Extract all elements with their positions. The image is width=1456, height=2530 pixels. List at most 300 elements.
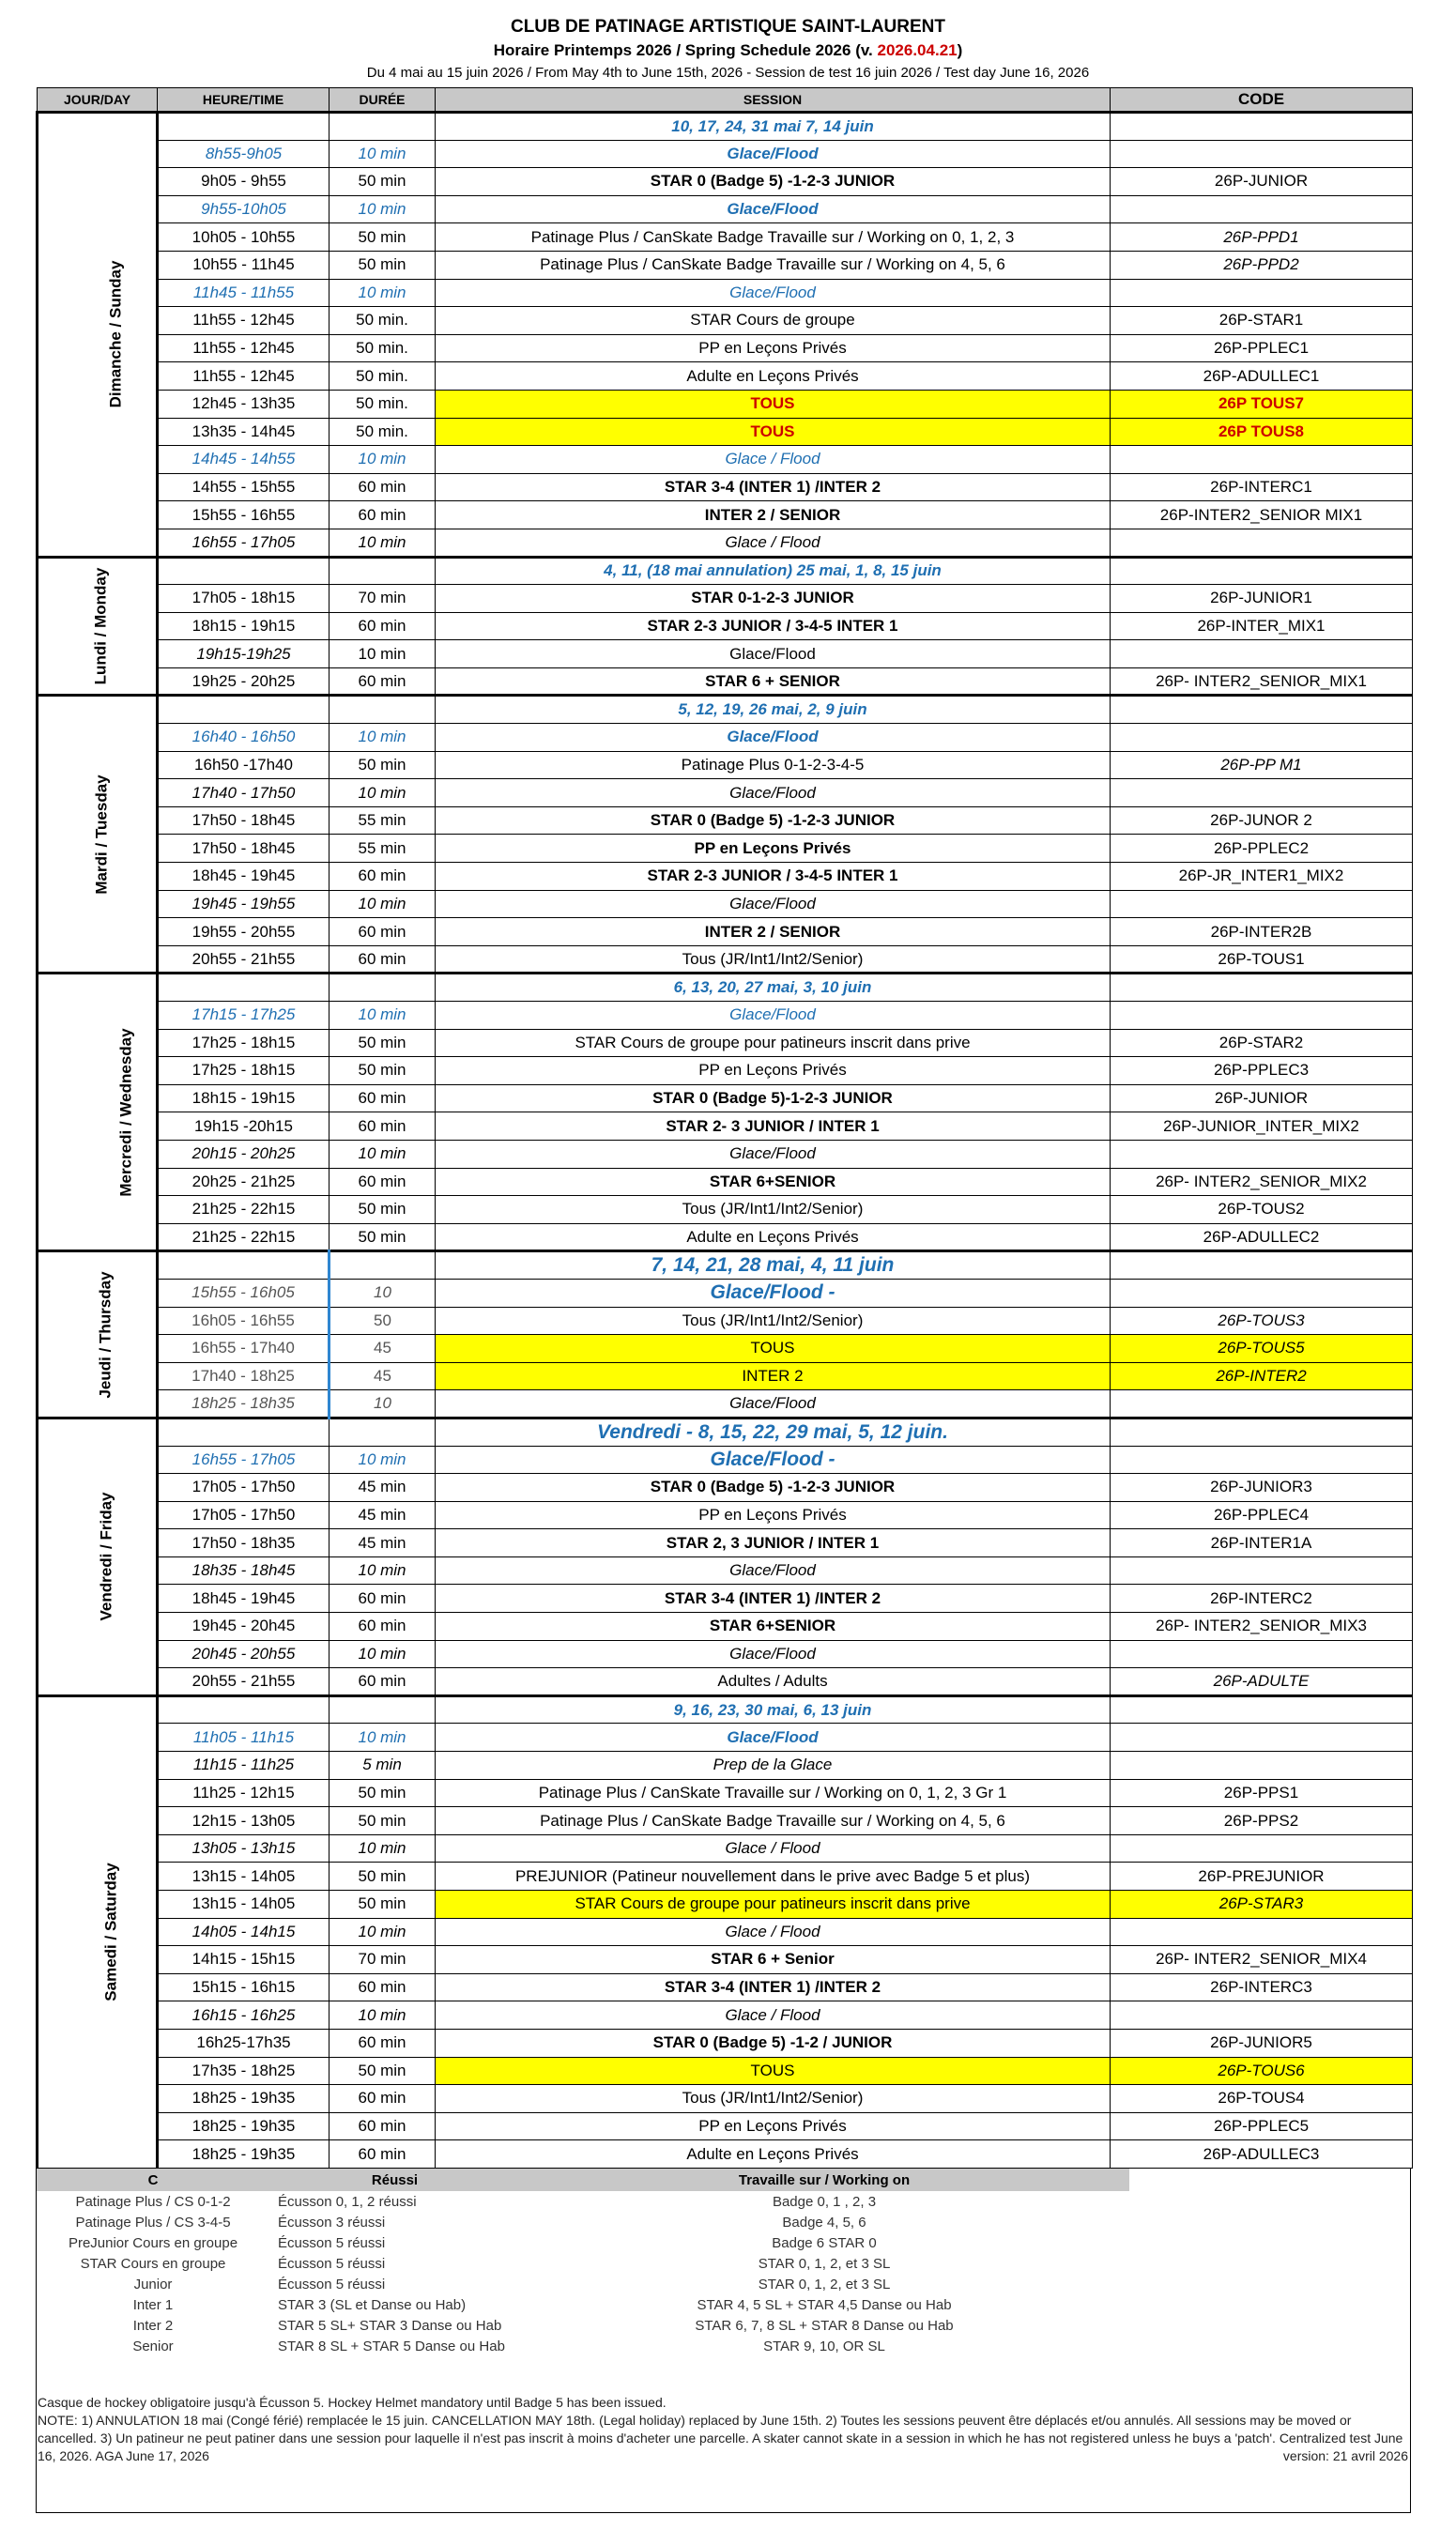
session-name: STAR 3-4 (INTER 1) /INTER 2 [436, 473, 1111, 501]
day-dates-row [38, 113, 1413, 141]
session-duration: 70 min [330, 1946, 436, 1974]
table-row [38, 863, 1413, 891]
session-time: 10h55 - 11h45 [158, 251, 330, 279]
legend-working: STAR 0, 1, 2, et 3 SL [758, 2255, 891, 2272]
session-time: 17h50 - 18h45 [158, 835, 330, 863]
table-row [38, 307, 1413, 335]
session-time: 15h15 - 16h15 [158, 1973, 330, 2001]
session-name: STAR 6+SENIOR [436, 1168, 1111, 1196]
session-name: Tous (JR/Int1/Int2/Senior) [436, 1307, 1111, 1335]
session-code: 26P-JUNIOR [1111, 1084, 1413, 1112]
table-row [38, 1390, 1413, 1418]
legend-working: Badge 0, 1 , 2, 3 [772, 2193, 877, 2210]
session-name: Prep de la Glace [436, 1752, 1111, 1780]
table-row [38, 2112, 1413, 2140]
session-time: 18h45 - 19h45 [158, 863, 330, 891]
table-row [38, 195, 1413, 223]
table-row [38, 140, 1413, 168]
session-duration: 60 min [330, 2112, 436, 2140]
session-code [1111, 1390, 1413, 1418]
session-code [1111, 1140, 1413, 1168]
table-row [38, 1946, 1413, 1974]
session-time: 16h15 - 16h25 [158, 2001, 330, 2030]
helmet-note: Casque de hockey obligatoire jusqu'à Écusson 5. Hockey Helmet mandatory until Badge 5 has been issued. [38, 2395, 667, 2410]
session-code: 26P-PPLEC2 [1111, 835, 1413, 863]
session-name: STAR 2-3 JUNIOR / 3-4-5 INTER 1 [436, 612, 1111, 640]
col-session: SESSION [436, 88, 1111, 113]
legend-row [36, 2315, 1411, 2336]
session-name: Patinage Plus / CanSkate Badge Travaille sur / Working on 0, 1, 2, 3 [436, 223, 1111, 252]
session-duration: 10 min [330, 2001, 436, 2030]
legend-row [36, 2274, 1411, 2294]
legend-reussi: Écusson 5 réussi [278, 2255, 386, 2272]
session-time: 15h55 - 16h05 [158, 1279, 330, 1307]
session-code: 26P-TOUS3 [1111, 1307, 1413, 1335]
session-duration: 10 [330, 1279, 436, 1307]
session-duration: 50 min [330, 168, 436, 196]
session-duration: 10 min [330, 779, 436, 807]
session-code: 26P-INTERC2 [1111, 1585, 1413, 1613]
session-duration: 55 min [330, 806, 436, 835]
session-duration: 60 min [330, 863, 436, 891]
session-time: 16h55 - 17h05 [158, 529, 330, 557]
day-dates: 7, 14, 21, 28 mai, 4, 11 juin [436, 1251, 1111, 1280]
session-code: 26P-TOUS2 [1111, 1196, 1413, 1224]
session-name: Patinage Plus 0-1-2-3-4-5 [436, 751, 1111, 779]
session-name: INTER 2 / SENIOR [436, 918, 1111, 946]
session-duration: 60 min [330, 1585, 436, 1613]
session-duration: 45 [330, 1335, 436, 1363]
session-duration: 50 [330, 1307, 436, 1335]
session-code [1111, 1556, 1413, 1585]
session-time: 17h40 - 18h25 [158, 1362, 330, 1390]
session-code [1111, 1834, 1413, 1863]
day-dates-row [38, 974, 1413, 1002]
session-time: 14h15 - 15h15 [158, 1946, 330, 1974]
session-time: 14h45 - 14h55 [158, 446, 330, 474]
session-name: STAR 2- 3 JUNIOR / INTER 1 [436, 1112, 1111, 1141]
table-row [38, 2029, 1413, 2057]
table-row [38, 1112, 1413, 1141]
session-code: 26P-PPD2 [1111, 251, 1413, 279]
session-name: Glace / Flood [436, 529, 1111, 557]
session-name: Glace/Flood [436, 724, 1111, 752]
session-code [1111, 890, 1413, 918]
session-code: 26P-ADULLEC2 [1111, 1223, 1413, 1251]
table-row [38, 529, 1413, 557]
table-header-row [38, 88, 1413, 113]
session-code [1111, 529, 1413, 557]
session-duration: 10 min [330, 140, 436, 168]
session-code [1111, 1752, 1413, 1780]
session-code: 26P-JUNIOR [1111, 168, 1413, 196]
session-duration: 50 min [330, 1029, 436, 1057]
legend-reussi: STAR 8 SL + STAR 5 Danse ou Hab [278, 2338, 505, 2354]
session-name: STAR 0 (Badge 5) -1-2-3 JUNIOR [436, 168, 1111, 196]
session-duration: 10 min [330, 446, 436, 474]
table-row [38, 446, 1413, 474]
session-duration: 10 min [330, 1918, 436, 1946]
legend-category: Inter 1 [132, 2296, 174, 2313]
session-duration: 10 min [330, 195, 436, 223]
session-name: Tous (JR/Int1/Int2/Senior) [436, 945, 1111, 974]
day-dates-row [38, 1695, 1413, 1724]
table-row [38, 2001, 1413, 2030]
session-time: 11h45 - 11h55 [158, 279, 330, 307]
session-code: 26P-JUNIOR1 [1111, 585, 1413, 613]
legend-working: STAR 4, 5 SL + STAR 4,5 Danse ou Hab [697, 2296, 952, 2313]
session-duration: 50 min [330, 223, 436, 252]
day-dates: 4, 11, (18 mai annulation) 25 mai, 1, 8, 15 juin [436, 557, 1111, 585]
session-name: STAR Cours de groupe pour patineurs inscrit dans prive [436, 1029, 1111, 1057]
table-row [38, 1474, 1413, 1502]
schedule-dates-line: Du 4 mai au 15 juin 2026 / From May 4th to June 15th, 2026 - Session de test 16 juin 2026 / Test day June 16, 2026 [366, 65, 1090, 81]
session-time: 19h45 - 19h55 [158, 890, 330, 918]
session-time: 21h25 - 22h15 [158, 1223, 330, 1251]
session-time: 13h15 - 14h05 [158, 1891, 330, 1919]
table-row [38, 1807, 1413, 1835]
session-code: 26P TOUS8 [1111, 418, 1413, 446]
session-time: 12h45 - 13h35 [158, 390, 330, 418]
session-duration: 10 [330, 1390, 436, 1418]
table-row [38, 1002, 1413, 1030]
table-row [38, 1640, 1413, 1668]
session-duration: 60 min [330, 945, 436, 974]
session-duration: 60 min [330, 2029, 436, 2057]
legend-category: Junior [133, 2276, 173, 2292]
session-duration: 10 min [330, 1834, 436, 1863]
legend-row [36, 2336, 1411, 2356]
day-dates: 9, 16, 23, 30 mai, 6, 13 juin [436, 1695, 1111, 1724]
session-duration: 50 min [330, 1223, 436, 1251]
table-row [38, 585, 1413, 613]
session-name: Glace/Flood [436, 640, 1111, 668]
day-label: Vendredi / Friday [38, 1418, 158, 1695]
session-duration: 60 min [330, 1613, 436, 1641]
session-time: 17h35 - 18h25 [158, 2057, 330, 2085]
session-duration: 50 min [330, 1779, 436, 1807]
session-code: 26P-PPS2 [1111, 1807, 1413, 1835]
session-code [1111, 640, 1413, 668]
session-duration: 50 min [330, 1863, 436, 1891]
version-number: 2026.04.21 [877, 41, 958, 59]
table-row [38, 1613, 1413, 1641]
legend-row [36, 2253, 1411, 2274]
session-duration: 45 min [330, 1529, 436, 1557]
table-row [38, 1335, 1413, 1363]
table-row [38, 501, 1413, 529]
session-duration: 50 min. [330, 307, 436, 335]
session-code: 26P-INTERC3 [1111, 1973, 1413, 2001]
table-row [38, 168, 1413, 196]
session-duration: 5 min [330, 1752, 436, 1780]
session-time: 17h05 - 18h15 [158, 585, 330, 613]
session-time: 15h55 - 16h55 [158, 501, 330, 529]
session-code: 26P-TOUS6 [1111, 2057, 1413, 2085]
session-name: Glace/Flood [436, 1724, 1111, 1752]
session-code [1111, 279, 1413, 307]
session-name: Glace/Flood [436, 195, 1111, 223]
legend-working: Badge 4, 5, 6 [782, 2214, 866, 2231]
session-name: PP en Leçons Privés [436, 1057, 1111, 1085]
session-duration: 70 min [330, 585, 436, 613]
session-name: Adulte en Leçons Privés [436, 1223, 1111, 1251]
session-time: 11h25 - 12h15 [158, 1779, 330, 1807]
session-duration: 60 min [330, 1668, 436, 1696]
table-row [38, 835, 1413, 863]
legend-table [36, 2169, 1411, 2356]
session-name: TOUS [436, 390, 1111, 418]
session-duration: 60 min [330, 2085, 436, 2113]
session-time: 16h55 - 17h40 [158, 1335, 330, 1363]
legend-row [36, 2191, 1411, 2212]
session-duration: 50 min [330, 1196, 436, 1224]
session-time: 9h05 - 9h55 [158, 168, 330, 196]
session-time: 18h15 - 19h15 [158, 1084, 330, 1112]
session-code [1111, 1446, 1413, 1474]
day-dates-row [38, 1251, 1413, 1280]
session-time: 17h25 - 18h15 [158, 1057, 330, 1085]
table-row [38, 1223, 1413, 1251]
table-row [38, 806, 1413, 835]
session-code [1111, 195, 1413, 223]
session-name: PP en Leçons Privés [436, 1501, 1111, 1529]
table-row [38, 667, 1413, 696]
session-duration: 60 min [330, 918, 436, 946]
session-name: Glace/Flood - [436, 1279, 1111, 1307]
session-time: 13h35 - 14h45 [158, 418, 330, 446]
session-name: STAR 6 + SENIOR [436, 667, 1111, 696]
session-time: 17h15 - 17h25 [158, 1002, 330, 1030]
session-duration: 10 min [330, 640, 436, 668]
session-name: STAR 0 (Badge 5) -1-2-3 JUNIOR [436, 1474, 1111, 1502]
session-name: Glace/Flood [436, 1002, 1111, 1030]
session-time: 16h40 - 16h50 [158, 724, 330, 752]
table-row [38, 640, 1413, 668]
session-time: 13h05 - 13h15 [158, 1834, 330, 1863]
table-row [38, 1863, 1413, 1891]
table-row [38, 1140, 1413, 1168]
session-name: STAR 2, 3 JUNIOR / INTER 1 [436, 1529, 1111, 1557]
session-duration: 10 min [330, 279, 436, 307]
session-code: 26P-ADULTE [1111, 1668, 1413, 1696]
session-code [1111, 1724, 1413, 1752]
session-code: 26P-STAR3 [1111, 1891, 1413, 1919]
session-time: 12h15 - 13h05 [158, 1807, 330, 1835]
table-row [38, 2140, 1413, 2169]
session-time: 14h55 - 15h55 [158, 473, 330, 501]
session-code: 26P-INTER2 [1111, 1362, 1413, 1390]
session-time: 17h05 - 17h50 [158, 1501, 330, 1529]
day-label: Samedi / Saturday [38, 1695, 158, 2168]
session-time: 18h25 - 19h35 [158, 2085, 330, 2113]
session-name: STAR 3-4 (INTER 1) /INTER 2 [436, 1585, 1111, 1613]
table-row [38, 1668, 1413, 1696]
session-time: 10h05 - 10h55 [158, 223, 330, 252]
table-row [38, 724, 1413, 752]
session-duration: 50 min. [330, 390, 436, 418]
session-code: 26P-TOUS4 [1111, 2085, 1413, 2113]
session-name: STAR 0 (Badge 5)-1-2-3 JUNIOR [436, 1084, 1111, 1112]
legend-col-working: Travaille sur / Working on [519, 2169, 1129, 2191]
table-row [38, 1724, 1413, 1752]
session-code: 26P-ADULLEC1 [1111, 362, 1413, 391]
session-code: 26P- INTER2_SENIOR_MIX4 [1111, 1946, 1413, 1974]
session-code: 26P-PP M1 [1111, 751, 1413, 779]
legend-category: Patinage Plus / CS 3-4-5 [75, 2214, 231, 2231]
session-duration: 10 min [330, 1640, 436, 1668]
legend-col-reussi: Réussi [270, 2169, 519, 2191]
session-time: 19h15-19h25 [158, 640, 330, 668]
session-code: 26P-INTER2B [1111, 918, 1413, 946]
table-row [38, 223, 1413, 252]
legend-working: STAR 6, 7, 8 SL + STAR 8 Danse ou Hab [695, 2317, 954, 2334]
session-name: STAR 6 + Senior [436, 1946, 1111, 1974]
legend-category: Inter 2 [132, 2317, 174, 2334]
table-row [38, 1279, 1413, 1307]
session-code: 26P-STAR2 [1111, 1029, 1413, 1057]
day-label: Mardi / Tuesday [38, 696, 158, 974]
schedule-subtitle: Horaire Printemps 2026 / Spring Schedule 2026 (v. 2026.04.21) [493, 41, 963, 59]
session-time: 16h25-17h35 [158, 2029, 330, 2057]
session-code: 26P-JUNIOR3 [1111, 1474, 1413, 1502]
table-row [38, 1029, 1413, 1057]
col-duration: DURÉE [330, 88, 436, 113]
legend-reussi: Écusson 3 réussi [278, 2214, 386, 2231]
session-code [1111, 140, 1413, 168]
session-code [1111, 724, 1413, 752]
session-duration: 10 min [330, 1140, 436, 1168]
legend-working: Badge 6 STAR 0 [772, 2234, 877, 2251]
legend-category: Patinage Plus / CS 0-1-2 [75, 2193, 231, 2210]
legend-category: PreJunior Cours en groupe [68, 2234, 238, 2251]
day-dates: Vendredi - 8, 15, 22, 29 mai, 5, 12 juin. [436, 1418, 1111, 1446]
session-duration: 50 min [330, 1057, 436, 1085]
day-dates: 10, 17, 24, 31 mai 7, 14 juin [436, 113, 1111, 141]
session-name: Glace/Flood - [436, 1446, 1111, 1474]
table-row [38, 1556, 1413, 1585]
session-duration: 60 min [330, 667, 436, 696]
session-name: Tous (JR/Int1/Int2/Senior) [436, 2085, 1111, 2113]
day-dates-row [38, 1418, 1413, 1446]
general-note: NOTE: 1) ANNULATION 18 mai (Congé férié) remplacée le 15 juin. CANCELLATION MAY 18th. (Legal holiday) replaced by June 15th. 2) Toutes les sessions peuvent être déplacés et/ou annulés. All sessions may be moved or cancelled. 3) Un patineur ne peut patiner dans une session pour laquelle il n'est pas inscrit à moins d'acheter une parcelle. A skater cannot skate in a session in which he has not registered unless he buys a 'patch'. Centralized test June 16, 2026. AGA June 17, 2026 version: 21 avril 2026 [38, 2413, 1408, 2463]
session-time: 11h15 - 11h25 [158, 1752, 330, 1780]
col-code: CODE [1111, 88, 1413, 113]
session-time: 19h25 - 20h25 [158, 667, 330, 696]
session-name: STAR Cours de groupe pour patineurs inscrit dans prive [436, 1891, 1111, 1919]
legend-working: STAR 9, 10, OR SL [763, 2338, 885, 2354]
session-time: 18h25 - 18h35 [158, 1390, 330, 1418]
schedule-table [36, 87, 1413, 2169]
table-row [38, 1779, 1413, 1807]
session-name: STAR 3-4 (INTER 1) /INTER 2 [436, 1973, 1111, 2001]
legend-category: STAR Cours en groupe [80, 2255, 226, 2272]
session-duration: 50 min [330, 2057, 436, 2085]
session-code [1111, 1002, 1413, 1030]
session-time: 16h05 - 16h55 [158, 1307, 330, 1335]
session-name: TOUS [436, 2057, 1111, 2085]
session-name: PP en Leçons Privés [436, 835, 1111, 863]
session-name: PP en Leçons Privés [436, 334, 1111, 362]
col-day: JOUR/DAY [38, 88, 158, 113]
session-name: Adultes / Adults [436, 1668, 1111, 1696]
day-label: Lundi / Monday [38, 557, 158, 696]
session-name: STAR 2-3 JUNIOR / 3-4-5 INTER 1 [436, 863, 1111, 891]
table-row [38, 1168, 1413, 1196]
session-name: PREJUNIOR (Patineur nouvellement dans le prive avec Badge 5 et plus) [436, 1863, 1111, 1891]
session-time: 17h25 - 18h15 [158, 1029, 330, 1057]
table-row [38, 890, 1413, 918]
session-code [1111, 2001, 1413, 2030]
table-row [38, 1891, 1413, 1919]
session-code: 26P-INTERC1 [1111, 473, 1413, 501]
legend-row [36, 2232, 1411, 2253]
session-duration: 60 min [330, 501, 436, 529]
table-row [38, 751, 1413, 779]
legend-body [36, 2191, 1411, 2356]
session-time: 11h05 - 11h15 [158, 1724, 330, 1752]
notes-block [38, 2394, 1408, 2465]
session-name: Glace/Flood [436, 1390, 1111, 1418]
session-time: 19h45 - 20h45 [158, 1613, 330, 1641]
legend-reussi: STAR 5 SL+ STAR 3 Danse ou Hab [278, 2317, 502, 2334]
session-time: 11h55 - 12h45 [158, 307, 330, 335]
session-time: 16h55 - 17h05 [158, 1446, 330, 1474]
session-name: Glace/Flood [436, 1140, 1111, 1168]
session-duration: 10 min [330, 1002, 436, 1030]
table-row [38, 334, 1413, 362]
session-code: 26P-TOUS5 [1111, 1335, 1413, 1363]
session-code: 26P-PPS1 [1111, 1779, 1413, 1807]
club-title: CLUB DE PATINAGE ARTISTIQUE SAINT-LAURENT [510, 17, 946, 37]
table-row [38, 473, 1413, 501]
table-row [38, 1362, 1413, 1390]
legend-reussi: Écusson 5 réussi [278, 2276, 386, 2292]
legend-col-c: C [36, 2169, 270, 2191]
table-row [38, 1196, 1413, 1224]
session-time: 20h15 - 20h25 [158, 1140, 330, 1168]
session-time: 8h55-9h05 [158, 140, 330, 168]
session-code: 26P- INTER2_SENIOR_MIX3 [1111, 1613, 1413, 1641]
session-time: 11h55 - 12h45 [158, 362, 330, 391]
table-row [38, 1585, 1413, 1613]
table-row [38, 1501, 1413, 1529]
session-name: Adulte en Leçons Privés [436, 362, 1111, 391]
session-name: Glace/Flood [436, 779, 1111, 807]
session-code: 26P-TOUS1 [1111, 945, 1413, 974]
table-row [38, 418, 1413, 446]
table-row [38, 2085, 1413, 2113]
session-code: 26P-JUNIOR_INTER_MIX2 [1111, 1112, 1413, 1141]
table-row [38, 945, 1413, 974]
session-code [1111, 1640, 1413, 1668]
session-name: Patinage Plus / CanSkate Badge Travaille sur / Working on 4, 5, 6 [436, 251, 1111, 279]
version-note: version: 21 avril 2026 [1282, 2448, 1408, 2463]
session-duration: 10 min [330, 724, 436, 752]
session-time: 18h35 - 18h45 [158, 1556, 330, 1585]
table-row [38, 1307, 1413, 1335]
table-row [38, 612, 1413, 640]
table-row [38, 362, 1413, 391]
session-name: Glace/Flood [436, 890, 1111, 918]
session-name: INTER 2 / SENIOR [436, 501, 1111, 529]
table-row [38, 1973, 1413, 2001]
session-name: Glace / Flood [436, 2001, 1111, 2030]
session-code: 26P-JUNOR 2 [1111, 806, 1413, 835]
legend-row [36, 2212, 1411, 2232]
session-time: 11h55 - 12h45 [158, 334, 330, 362]
session-code [1111, 1918, 1413, 1946]
